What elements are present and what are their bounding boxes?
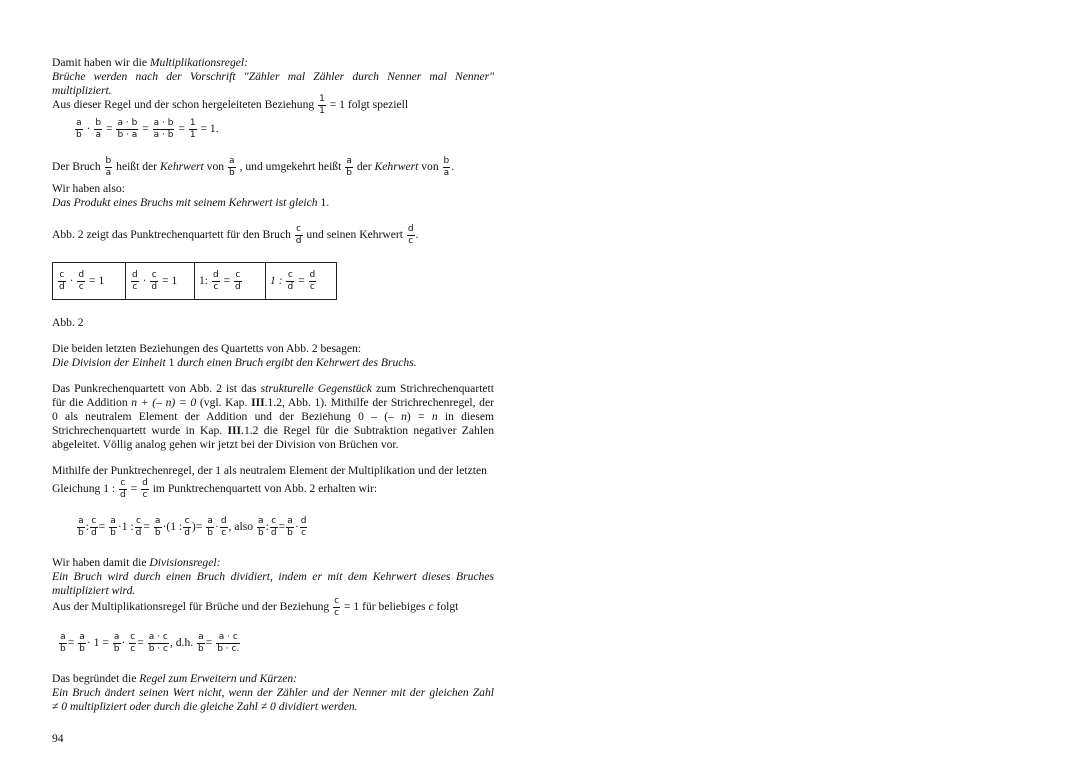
text: , also (228, 520, 254, 534)
text: .1.2, Abb. 1). Mithilfe der Strichrechenregel, der (264, 396, 494, 409)
fraction: $\frac{d}{c}$ (309, 269, 316, 292)
fraction: $\frac{a}{b}$ (287, 516, 293, 538)
kehrwert-definition (52, 156, 454, 179)
chapter-ref: III (251, 396, 265, 409)
rule-name: Multiplikationsregel: (149, 56, 248, 69)
fraction: $\frac{c}{d}$ (135, 516, 142, 538)
text: 1 (168, 356, 175, 369)
abb2-reference (52, 224, 419, 247)
quartet-cell-1 (53, 263, 126, 300)
fraction: $\frac{b}{a}$ (105, 156, 112, 178)
math: n + (– n) = 0 (131, 396, 197, 409)
operator: : (265, 520, 269, 534)
fraction: $\frac{a}{b}$ (207, 516, 213, 538)
operator: · (162, 520, 167, 534)
text: Wir haben damit die (52, 556, 150, 569)
special-case-sentence (52, 94, 408, 117)
operator: = (298, 273, 305, 287)
paragraph-multiplication-intro (52, 56, 494, 70)
fraction: $\frac{c}{d}$ (59, 269, 65, 292)
math: c (428, 600, 434, 614)
text: = 1 für beliebiges (341, 600, 429, 614)
fraction: $\frac{c}{d}$ (287, 269, 294, 292)
figure-caption: Abb. 2 (52, 316, 84, 329)
operator: · (117, 520, 122, 534)
text: . (415, 228, 419, 242)
fraction: $\frac{c}{c}$ (334, 596, 340, 618)
operator: = (178, 122, 185, 136)
text: (vgl. Kap. (196, 396, 252, 409)
fraction: $\frac{a}{b}$ (60, 632, 66, 654)
operator: = (106, 122, 113, 136)
extension-rule-line-1: Ein Bruch ändert seinen Wert nicht, wenn der Zähler und der Nenner mit der gleichen Zahl (52, 686, 494, 699)
equation-erweitern (58, 632, 241, 655)
text: durch einen Bruch ergibt den Kehrwert des Bruchs. (174, 356, 417, 369)
fraction: $\frac{a \cdot b}{a \cdot b}$ (153, 118, 174, 140)
fraction: $\frac{a}{b}$ (76, 118, 82, 140)
text: = 1 folgt speziell (326, 98, 409, 112)
fraction: $\frac{d}{c}$ (212, 269, 219, 292)
text: 1. (320, 196, 330, 209)
operator: · (69, 273, 74, 287)
operator: · (121, 636, 126, 650)
text: , und umgekehrt heißt (239, 160, 345, 174)
fraction: $\frac{d}{c}$ (78, 269, 85, 292)
quartet-cell-3 (195, 263, 266, 300)
operator: · (294, 520, 299, 534)
fraction: $\frac{a \cdot c}{b \cdot c}$ (148, 632, 168, 654)
text: im Punktrechenquartett von Abb. 2 erhalten wir: (149, 482, 378, 496)
text: Das Punkrechenquartett von Abb. 2 ist das (52, 382, 261, 395)
text: von (203, 160, 227, 174)
text: in diesem (437, 410, 495, 423)
extension-rule-line-2: ≠ 0 multipliziert oder durch die gleiche Zahl ≠ 0 dividiert werden. (52, 700, 358, 713)
text: Das begründet die (52, 672, 140, 685)
text: Aus dieser Regel und der schon hergeleiteten Beziehung (52, 98, 315, 112)
fraction: $\frac{d}{c}$ (142, 478, 148, 500)
quartet-cell-2 (126, 263, 195, 300)
paragraph-structural-line-1 (52, 382, 494, 396)
text: Gleichung 1 : (52, 482, 116, 496)
product-rule (52, 196, 494, 210)
division-rule-intro (52, 556, 494, 570)
fraction: $\frac{c}{d}$ (295, 224, 302, 246)
operator: 1 : (270, 273, 283, 287)
result: = 1 (89, 273, 105, 287)
fraction: $\frac{a}{b}$ (228, 156, 235, 178)
operator: · (214, 520, 219, 534)
paragraph-structural-line-5: abgeleitet. Völlig analog gehen wir jetzt bei der Division von Brüchen vor. (52, 438, 399, 451)
text: Das Produkt eines Bruchs mit seinem Kehrwert ist gleich (52, 196, 321, 209)
extension-rule-intro (52, 672, 494, 686)
term: strukturelle Gegenstück (260, 382, 372, 395)
fraction: $\frac{a \cdot b}{b \cdot a}$ (117, 118, 138, 140)
operator: = 1. (200, 122, 219, 136)
operator: = (98, 520, 106, 534)
operator: · (86, 122, 91, 136)
text: Abb. 2 zeigt das Punktrechenquartett für den Bruch (52, 228, 294, 242)
division-rule-line-1: Ein Bruch wird durch einen Bruch dividiert, indem er mit dem Kehrwert dieses Bruches (52, 570, 494, 583)
operator: · 1 = (86, 636, 109, 650)
fraction: $\frac{a}{b}$ (113, 632, 120, 654)
fraction: $\frac{a}{b}$ (79, 632, 85, 654)
quartet-statement-lead: Die beiden letzten Beziehungen des Quartetts von Abb. 2 besagen: (52, 342, 362, 355)
c-over-c-sentence (52, 596, 458, 619)
fraction: $\frac{a}{b}$ (198, 632, 204, 654)
fraction: $\frac{c}{d}$ (270, 516, 277, 538)
paragraph-structural-line-3 (52, 410, 494, 424)
text: ) = (406, 410, 432, 423)
operator: ) (191, 520, 196, 534)
text: .1.2 die Regel für die Subtraktion negativer Zahlen (241, 424, 495, 437)
equation-product-kehrwert (74, 118, 219, 141)
division-of-unit-rule (52, 356, 494, 370)
text: zum Strichrechenquartett (371, 382, 495, 395)
multiplication-rule-line-2: multipliziert. (52, 84, 112, 97)
fraction: $\frac{a}{b}$ (257, 516, 264, 538)
fraction: $\frac{c}{d}$ (184, 516, 190, 538)
term-kehrwert: Kehrwert (159, 160, 204, 174)
operator: = (143, 520, 150, 534)
operator: = (205, 636, 213, 650)
rule-name: Regel zum Erweitern und Kürzen: (139, 672, 298, 685)
text: Die Division der Einheit (52, 356, 169, 369)
term-kehrwert: Kehrwert (374, 160, 419, 174)
quartet-cell-4 (266, 263, 337, 300)
fraction: $\frac{b}{a}$ (95, 118, 102, 140)
operator: 1: (199, 273, 209, 287)
punktrechenquartett-table (52, 262, 337, 300)
operator: = (278, 520, 286, 534)
operator: = (130, 482, 138, 496)
text: für die Addition (52, 396, 132, 409)
fraction: $\frac{c}{d}$ (90, 516, 97, 538)
text: . (451, 160, 455, 174)
fraction: $\frac{a}{b}$ (154, 516, 161, 538)
fraction: $\frac{d}{c}$ (407, 224, 414, 246)
math: n (401, 410, 407, 423)
operator: = (137, 636, 144, 650)
text: und seinen Kehrwert (303, 228, 406, 242)
text: der (356, 160, 375, 174)
operator: = (223, 273, 231, 287)
fraction-one-over-one: $\frac{1}{1}$ (319, 94, 325, 116)
text: Strichrechenquartett wurde in Kap. (52, 424, 228, 437)
result: = 1 (162, 273, 178, 287)
page-number: 94 (52, 732, 64, 745)
fraction: $\frac{d}{c}$ (132, 269, 138, 292)
fraction: $\frac{a}{b}$ (78, 516, 84, 538)
text: Der Bruch (52, 160, 104, 174)
operator: = (195, 520, 203, 534)
multiplication-rule-line-1: Brüche werden nach der Vorschrift "Zähler mal Zähler durch Nenner mal Nenner" (52, 70, 494, 83)
equation-division-derivation (76, 516, 308, 539)
paragraph-structural-line-4 (52, 424, 494, 438)
text: Damit haben wir die (52, 56, 150, 69)
fraction: $\frac{c}{d}$ (235, 269, 241, 292)
fraction: $\frac{a}{b}$ (110, 516, 116, 538)
paragraph-derivation-line-2 (52, 478, 377, 501)
fraction: $\frac{a \cdot c}{b \cdot c.}$ (217, 632, 240, 654)
text: Aus der Multiplikationsregel für Brüche und der Beziehung (52, 600, 333, 614)
paragraph-structural-line-2 (52, 396, 494, 410)
operator: = (67, 636, 75, 650)
text: 0 als neutralem Element der Addition und der Beziehung 0 – (– (52, 410, 402, 423)
operator: = (142, 122, 149, 136)
text: von (418, 160, 442, 174)
fraction: $\frac{d}{c}$ (220, 516, 227, 538)
fraction: $\frac{c}{d}$ (120, 478, 126, 500)
operator: : (85, 520, 89, 534)
operator: · (142, 273, 147, 287)
text: folgt (433, 600, 459, 614)
fraction: $\frac{b}{a}$ (443, 156, 450, 178)
fraction: $\frac{c}{d}$ (151, 269, 158, 292)
operator: 1 : (121, 520, 134, 534)
text: heißt der (116, 160, 160, 174)
rule-name: Divisionsregel: (149, 556, 221, 569)
fraction: $\frac{1}{1}$ (189, 118, 196, 140)
operator: (1 : (166, 520, 183, 534)
paragraph-derivation-line-1: Mithilfe der Punktrechenregel, der 1 als neutralem Element der Multiplikation und der letzten (52, 464, 487, 477)
fraction: $\frac{d}{c}$ (300, 516, 307, 538)
division-rule-line-2: multipliziert wird. (52, 584, 136, 597)
text: , d.h. (169, 636, 194, 650)
math: n (431, 410, 438, 423)
fraction: $\frac{c}{c}$ (130, 632, 136, 654)
chapter-ref: III (227, 424, 242, 437)
fraction: $\frac{a}{b}$ (346, 156, 352, 178)
summary-lead: Wir haben also: (52, 182, 125, 195)
